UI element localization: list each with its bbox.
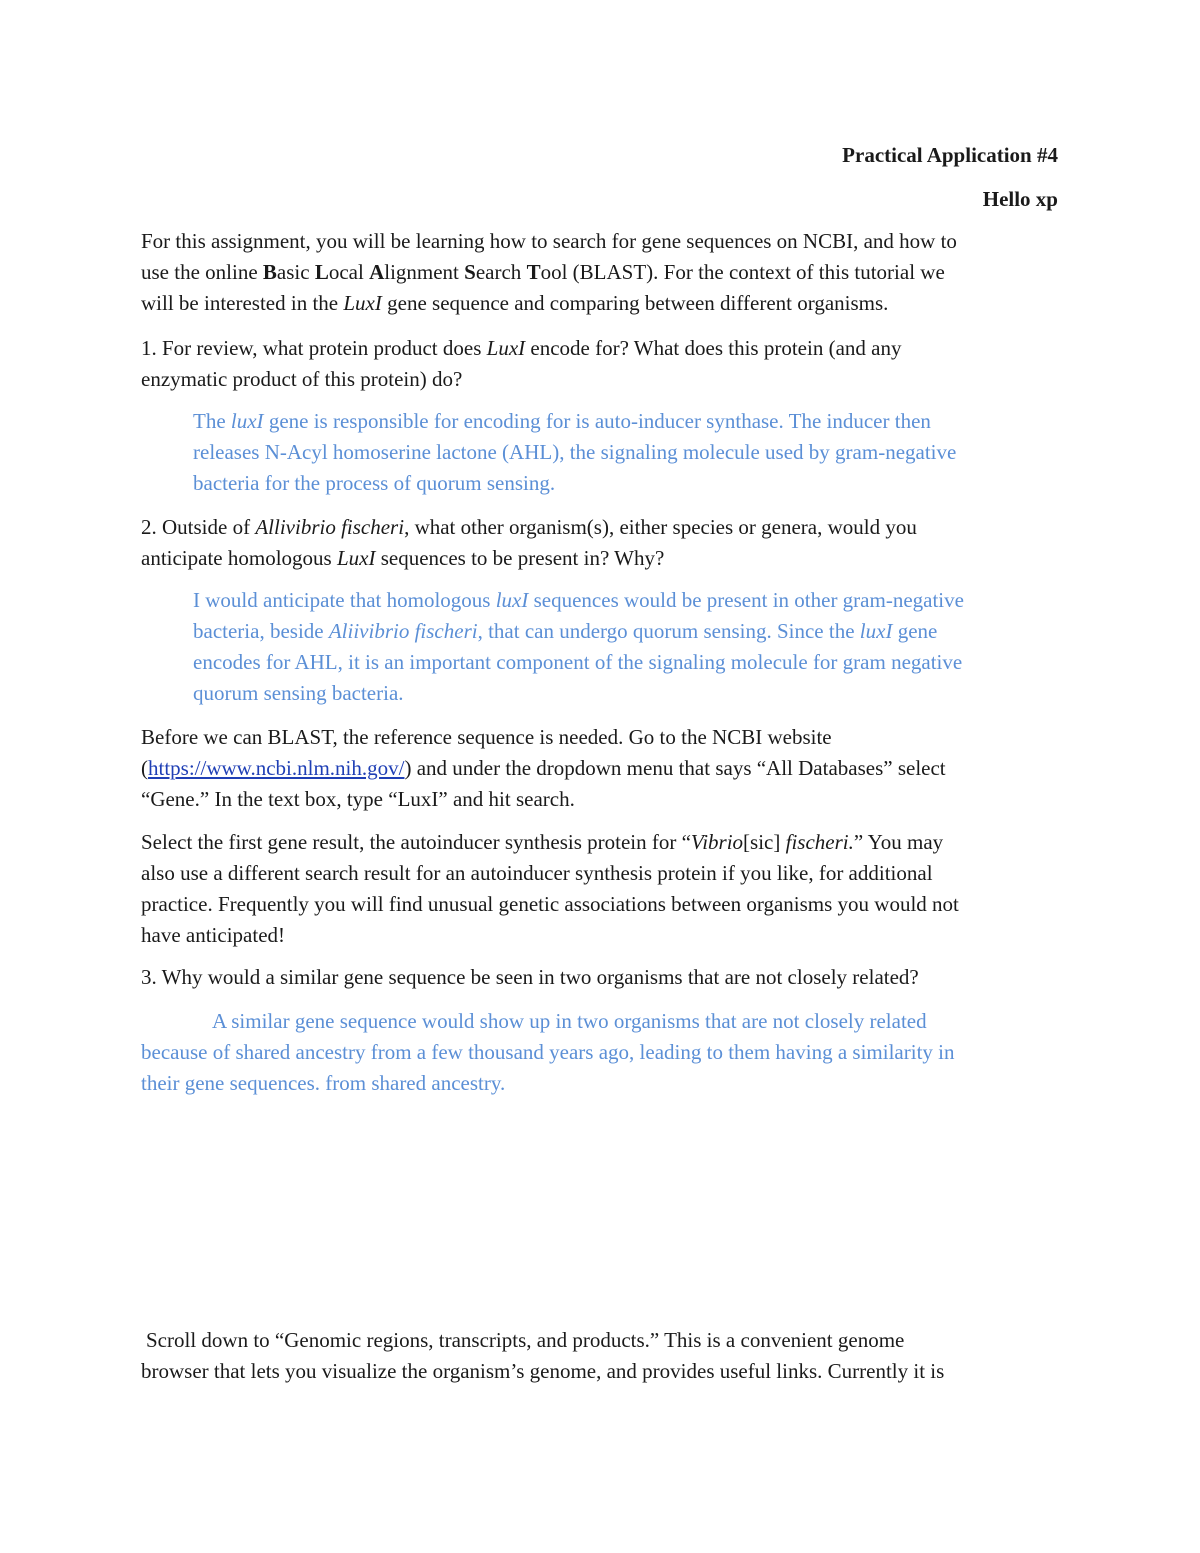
answer-3-line-2: because of shared ancestry from a few thousand years ago, leading to them having a similarity in	[141, 1040, 955, 1064]
answer-2-line-3: encodes for AHL, it is an important component of the signaling molecule for gram negative	[193, 650, 963, 674]
answer-1-line-2: releases N-Acyl homoserine lactone (AHL), the signaling molecule used by gram-negative	[193, 440, 957, 464]
select-line-1: Select the first gene result, the autoinducer synthesis protein for “Vibrio[sic] fischeri.” You may	[141, 830, 944, 854]
answer-1-line-3: bacteria for the process of quorum sensing.	[193, 471, 556, 495]
author-name: Hello xp	[982, 187, 1058, 211]
question-1-line-2: enzymatic product of this protein) do?	[141, 367, 463, 391]
answer-2-line-2: bacteria, beside Aliivibrio fischeri, that can undergo quorum sensing. Since the luxI gene	[193, 619, 938, 643]
intro-line-1: For this assignment, you will be learning how to search for gene sequences on NCBI, and how to	[141, 229, 957, 253]
question-1-line-1: 1. For review, what protein product does LuxI encode for? What does this protein (and any	[141, 336, 902, 360]
question-3-line-1: 3. Why would a similar gene sequence be seen in two organisms that are not closely related?	[141, 965, 919, 989]
blast-line-3: “Gene.” In the text box, type “LuxI” and hit search.	[141, 787, 575, 811]
question-2-line-2: anticipate homologous LuxI sequences to be present in? Why?	[141, 546, 665, 570]
answer-2-line-1: I would anticipate that homologous luxI sequences would be present in other gram-negative	[193, 588, 964, 612]
blast-line-1: Before we can BLAST, the reference sequence is needed. Go to the NCBI website	[141, 725, 832, 749]
ncbi-link[interactable]: https://www.ncbi.nlm.nih.gov/	[148, 756, 405, 780]
intro-line-2: use the online Basic Local Alignment Search Tool (BLAST). For the context of this tutorial we	[141, 260, 945, 284]
scroll-line-1: Scroll down to “Genomic regions, transcripts, and products.” This is a convenient genome	[146, 1328, 905, 1352]
intro-line-3: will be interested in the LuxI gene sequence and comparing between different organisms.	[141, 291, 889, 315]
scroll-line-2: browser that lets you visualize the organism’s genome, and provides useful links. Currently it is	[141, 1359, 945, 1383]
question-2-line-1: 2. Outside of Allivibrio fischeri, what other organism(s), either species or genera, would you	[141, 515, 917, 539]
select-line-4: have anticipated!	[141, 923, 286, 947]
answer-3-line-3: their gene sequences. from shared ancestry.	[141, 1071, 506, 1095]
blast-line-2: (https://www.ncbi.nlm.nih.gov/) and under the dropdown menu that says “All Databases” select	[141, 756, 946, 780]
document-title: Practical Application #4	[842, 143, 1058, 167]
select-line-3: practice. Frequently you will find unusual genetic associations between organisms you would not	[141, 892, 959, 916]
answer-1-line-1: The luxI gene is responsible for encoding for is auto-inducer synthase. The inducer then	[193, 409, 931, 433]
answer-3-line-1: A similar gene sequence would show up in two organisms that are not closely related	[212, 1009, 927, 1033]
answer-2-line-4: quorum sensing bacteria.	[193, 681, 404, 705]
select-line-2: also use a different search result for an autoinducer synthesis protein if you like, for additional	[141, 861, 933, 885]
